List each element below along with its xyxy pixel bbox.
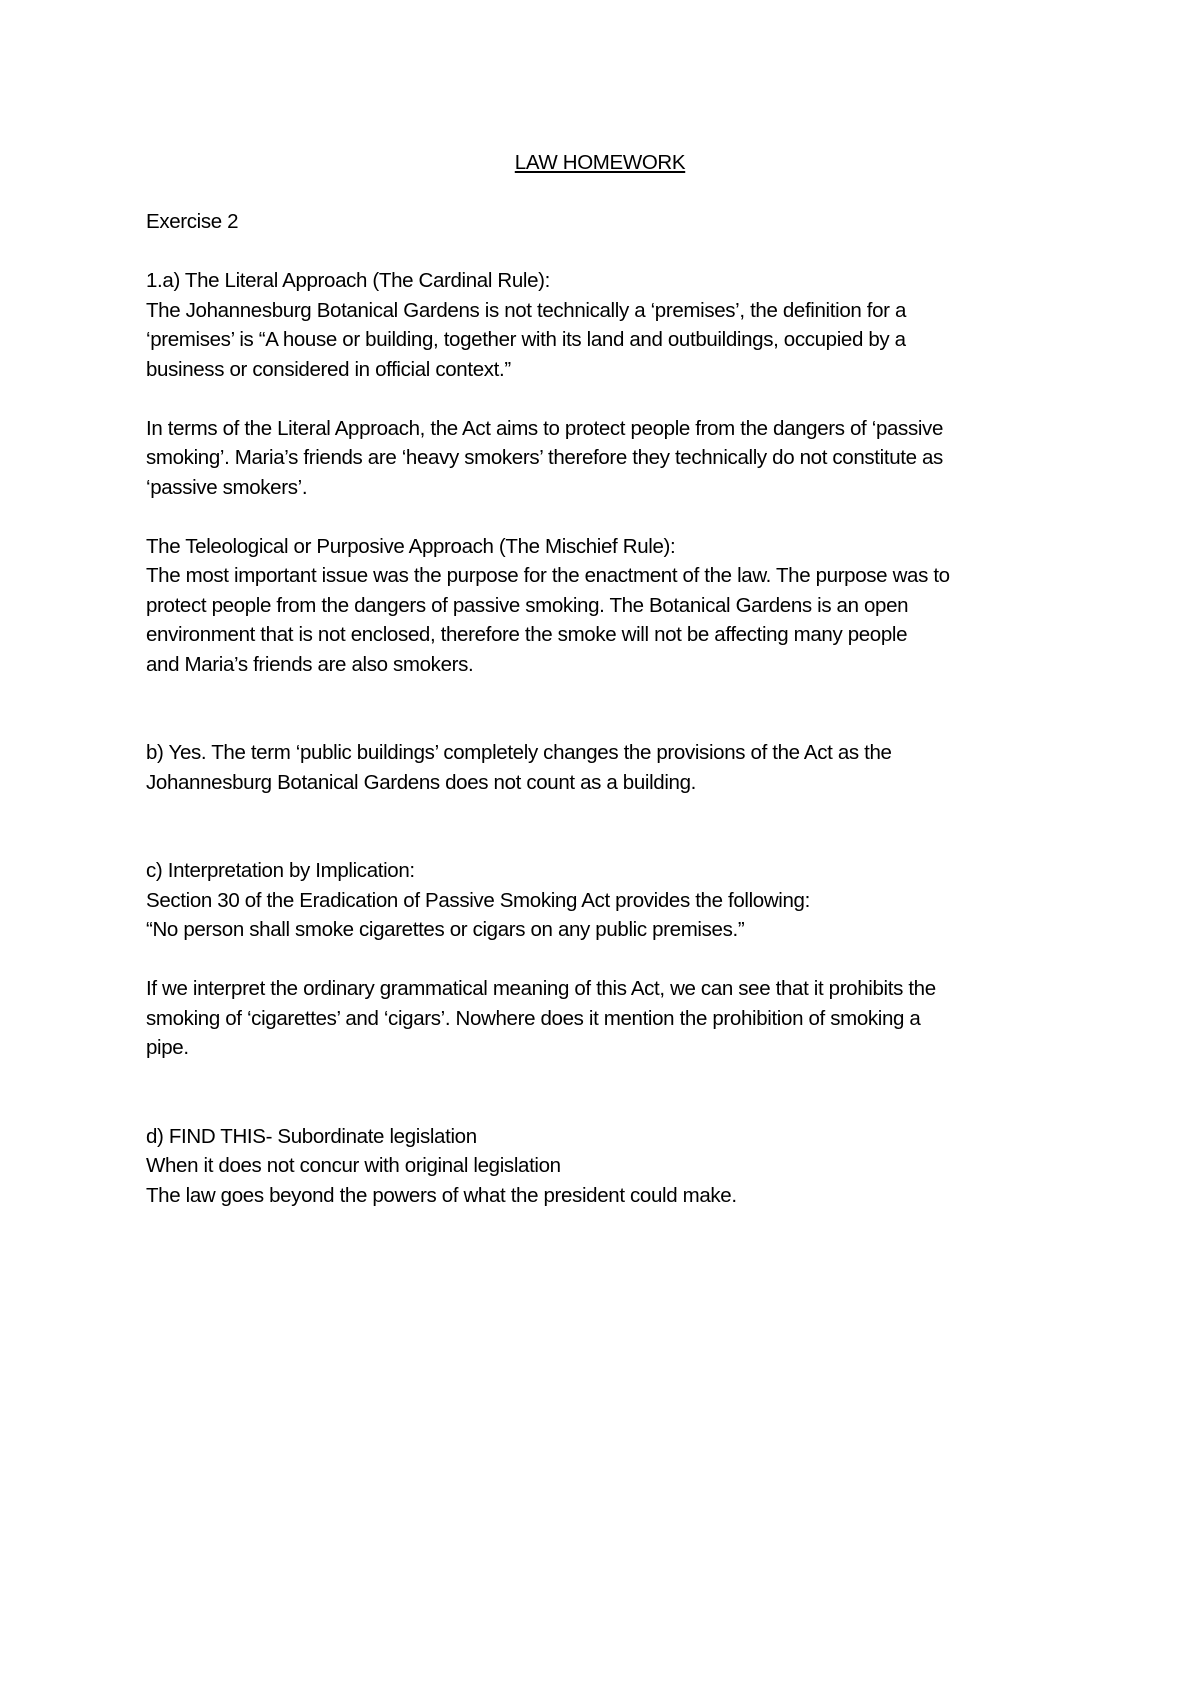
section-a-purposive-heading: The Teleological or Purposive Approach (The Mischief Rule): bbox=[146, 534, 676, 558]
section-a-text-line: The Johannesburg Botanical Gardens is not technically a ‘premises’, the definition for a bbox=[146, 298, 907, 322]
section-a-purposive-line: and Maria’s friends are also smokers. bbox=[146, 652, 474, 676]
section-a-literal-line: smoking’. Maria’s friends are ‘heavy smokers’ therefore they technically do not constitute as bbox=[146, 446, 943, 469]
section-a-heading: 1.a) The Literal Approach (The Cardinal Rule): bbox=[146, 269, 550, 292]
section-d-heading: d) FIND THIS- Subordinate legislation bbox=[146, 1124, 477, 1148]
section-c-quote: “No person shall smoke cigarettes or cigars on any public premises.” bbox=[146, 918, 745, 941]
document-body bbox=[146, 148, 1076, 1210]
section-c-interpretation-line: If we interpret the ordinary grammatical meaning of this Act, we can see that it prohibits the bbox=[146, 977, 936, 1000]
document-title: LAW HOMEWORK bbox=[514, 151, 686, 174]
section-a-purposive-line: protect people from the dangers of passive smoking. The Botanical Gardens is an open bbox=[146, 593, 909, 617]
exercise-heading: Exercise 2 bbox=[146, 210, 239, 233]
section-a-purposive-line: The most important issue was the purpose for the enactment of the law. The purpose was to bbox=[146, 564, 950, 587]
section-c-interpretation-line: pipe. bbox=[146, 1036, 189, 1059]
section-c-interpretation-line: smoking of ‘cigarettes’ and ‘cigars’. Nowhere does it mention the prohibition of smoking a bbox=[146, 1006, 921, 1030]
section-d-line: When it does not concur with original legislation bbox=[146, 1154, 561, 1177]
section-c-line: Section 30 of the Eradication of Passive Smoking Act provides the following: bbox=[146, 888, 810, 912]
section-a-literal-line: In terms of the Literal Approach, the Act aims to protect people from the dangers of ‘passive bbox=[146, 416, 944, 440]
section-b-line: b) Yes. The term ‘public buildings’ completely changes the provisions of the Act as the bbox=[146, 741, 892, 764]
section-b-line: Johannesburg Botanical Gardens does not count as a building. bbox=[146, 770, 696, 794]
section-a-text-line: ‘premises’ is “A house or building, together with its land and outbuildings, occupied by a bbox=[146, 328, 906, 351]
section-a-literal-line: ‘passive smokers’. bbox=[146, 475, 308, 499]
section-c-heading: c) Interpretation by Implication: bbox=[146, 859, 415, 882]
section-a-text-line: business or considered in official context.” bbox=[146, 357, 511, 381]
section-d-line: The law goes beyond the powers of what the president could make. bbox=[146, 1183, 737, 1207]
section-a-purposive-line: environment that is not enclosed, therefore the smoke will not be affecting many people bbox=[146, 623, 908, 646]
